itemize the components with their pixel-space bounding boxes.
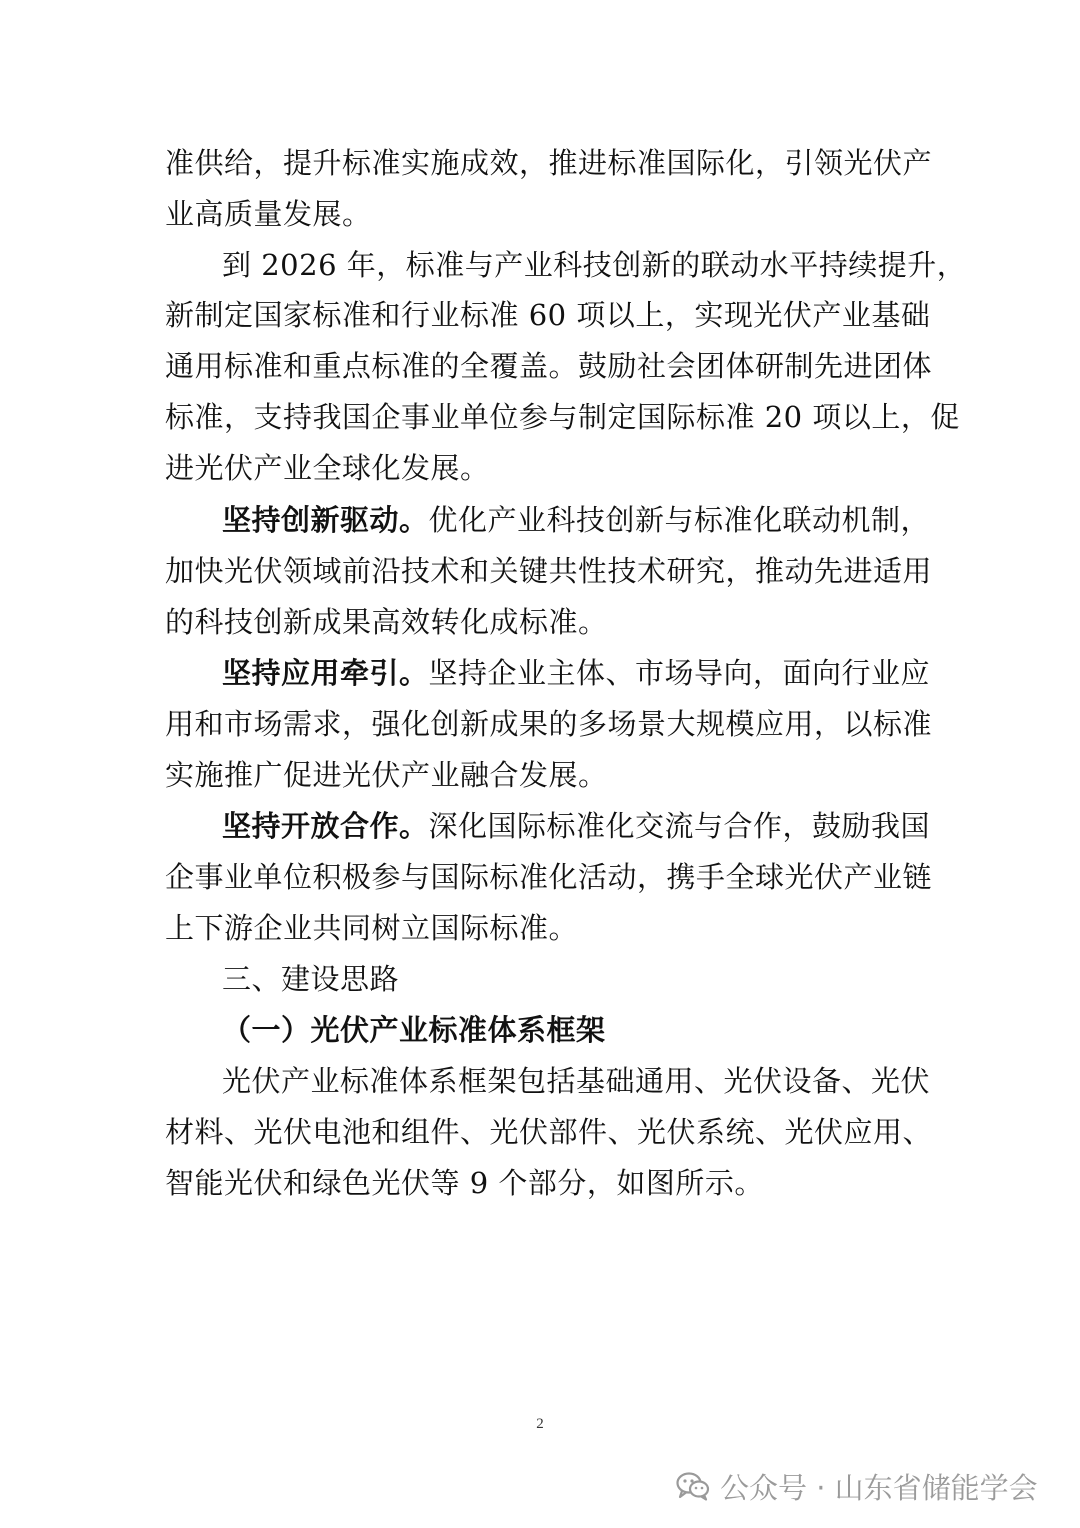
- body-line: 准供给，提升标准实施成效，推进标准国际化，引领光伏产: [165, 146, 933, 180]
- body-line: 业高质量发展。: [165, 197, 372, 231]
- principle-text: 坚持企业主体、市场导向，面向行业应: [428, 656, 931, 690]
- body-line: 光伏产业标准体系框架包括基础通用、光伏设备、光伏: [222, 1064, 931, 1098]
- body-line: 智能光伏和绿色光伏等 9 个部分，如图所示。: [165, 1166, 764, 1200]
- body-line: 新制定国家标准和行业标准 60 项以上，实现光伏产业基础: [165, 298, 931, 332]
- body-line: 材料、光伏电池和组件、光伏部件、光伏系统、光伏应用、: [165, 1115, 933, 1149]
- principle-line: [222, 809, 931, 843]
- watermark-text: 公众号 · 山东省储能学会: [720, 1470, 1038, 1505]
- principle-text: 深化国际标准化交流与合作，鼓励我国: [428, 809, 931, 843]
- subsection-heading: （一）光伏产业标准体系框架: [222, 1013, 606, 1047]
- body-line: 到 2026 年，标准与产业科技创新的联动水平持续提升，: [222, 248, 967, 282]
- body-line: 标准，支持我国企事业单位参与制定国际标准 20 项以上，促: [165, 400, 960, 434]
- body-line: 用和市场需求，强化创新成果的多场景大规模应用，以标准: [165, 707, 933, 741]
- body-line: 上下游企业共同树立国际标准。: [165, 911, 579, 945]
- principle-lead: 坚持创新驱动。: [222, 503, 429, 537]
- watermark: [676, 1466, 1038, 1506]
- principle-lead: 坚持应用牵引。: [222, 656, 429, 690]
- body-line: 的科技创新成果高效转化成标准。: [165, 605, 608, 639]
- wechat-icon: [676, 1471, 710, 1501]
- principle-line: [222, 656, 931, 690]
- body-line: 企事业单位积极参与国际标准化活动，携手全球光伏产业链: [165, 860, 933, 894]
- body-line: 加快光伏领域前沿技术和关键共性技术研究，推动先进适用: [165, 554, 933, 588]
- body-line: 通用标准和重点标准的全覆盖。鼓励社会团体研制先进团体: [165, 349, 933, 383]
- body-line: 实施推广促进光伏产业融合发展。: [165, 758, 608, 792]
- principle-text: 优化产业科技创新与标准化联动机制，: [428, 503, 931, 537]
- page-number: 2: [536, 1416, 544, 1432]
- principle-lead: 坚持开放合作。: [222, 809, 429, 843]
- section-heading: 三、建设思路: [222, 962, 400, 996]
- principle-line: [222, 503, 931, 537]
- body-line: 进光伏产业全球化发展。: [165, 451, 490, 485]
